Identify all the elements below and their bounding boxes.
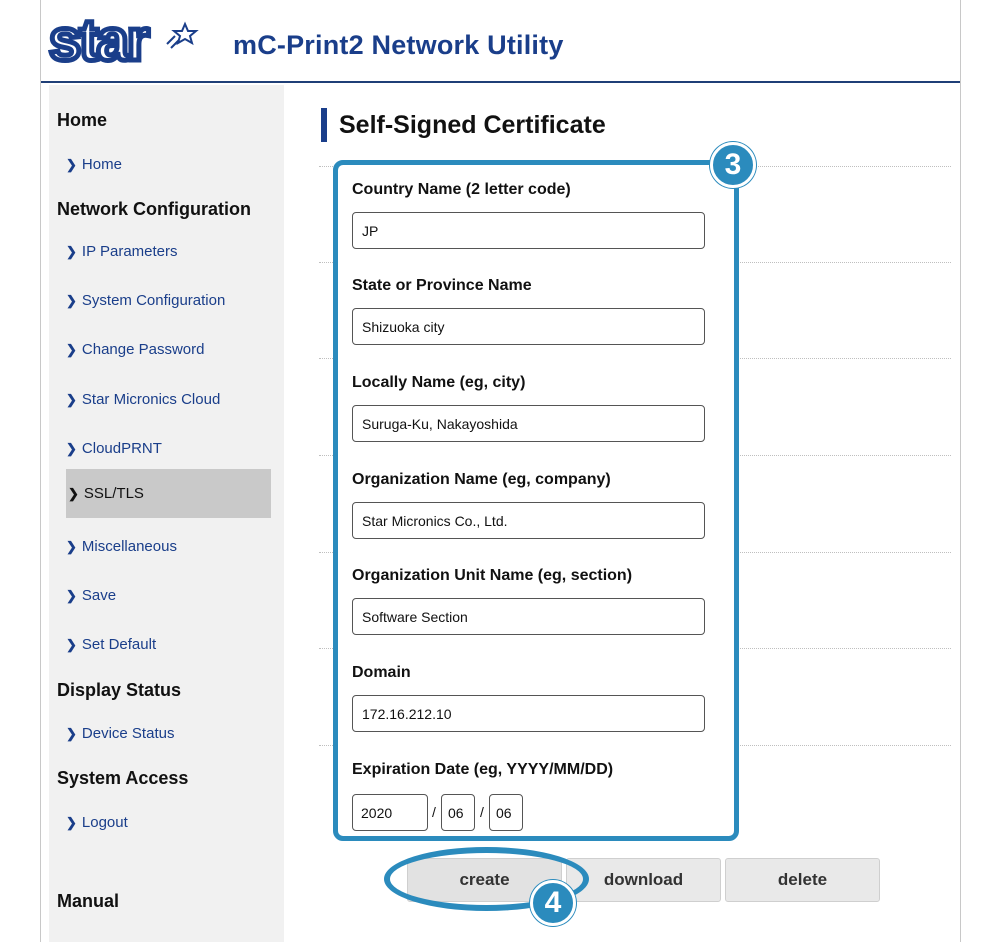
expiration-day-input[interactable] — [489, 794, 523, 831]
org-unit-input[interactable] — [352, 598, 705, 635]
locality-label: Locally Name (eg, city) — [352, 374, 526, 391]
sidebar-heading-home: Home — [57, 110, 108, 130]
domain-label: Domain — [352, 664, 411, 681]
organization-input[interactable] — [352, 502, 705, 539]
state-label: State or Province Name — [352, 277, 532, 294]
sidebar-heading-display-status: Display Status — [57, 680, 182, 700]
date-separator: / — [432, 804, 436, 820]
sidebar-item-label: IP Parameters — [81, 243, 178, 260]
certificate-form-panel — [333, 160, 739, 841]
locality-input[interactable] — [352, 405, 705, 442]
date-separator: / — [480, 804, 484, 820]
expiration-label: Expiration Date (eg, YYYY/MM/DD) — [352, 761, 614, 778]
sidebar-item-star-micronics-cloud[interactable] — [65, 375, 270, 424]
sidebar-item-ssl-tls[interactable] — [66, 469, 271, 518]
sidebar-item-miscellaneous[interactable] — [65, 522, 270, 571]
country-label: Country Name (2 letter code) — [352, 181, 571, 198]
sidebar-item-label: Star Micronics Cloud — [81, 391, 221, 408]
sidebar-item-device-status[interactable] — [65, 709, 270, 758]
chevron-right-icon: ❯ — [66, 814, 77, 830]
chevron-right-icon: ❯ — [66, 725, 77, 741]
sidebar-item-logout[interactable] — [65, 798, 270, 847]
header — [41, 0, 960, 83]
sidebar-heading-system-access: System Access — [57, 768, 189, 788]
chevron-right-icon: ❯ — [66, 341, 77, 357]
sidebar-item-label: SSL/TLS — [83, 485, 144, 502]
chevron-right-icon: ❯ — [68, 485, 79, 501]
sidebar-item-label: Miscellaneous — [81, 538, 177, 555]
step-3-badge: 3 — [710, 142, 756, 188]
country-input[interactable] — [352, 212, 705, 249]
expiration-year-input[interactable] — [352, 794, 428, 831]
chevron-right-icon: ❯ — [66, 440, 77, 456]
svg-text:star: star — [49, 10, 148, 72]
expiration-month-input[interactable] — [441, 794, 475, 831]
star-logo — [47, 10, 207, 72]
chevron-right-icon: ❯ — [66, 636, 77, 652]
sidebar — [49, 85, 284, 942]
step-4-badge: 4 — [530, 880, 576, 926]
sidebar-item-label: Device Status — [81, 725, 175, 742]
page-title: Self-Signed Certificate — [321, 108, 606, 142]
sidebar-item-label: CloudPRNT — [81, 440, 162, 457]
sidebar-item-label: Change Password — [81, 341, 205, 358]
sidebar-item-set-default[interactable] — [65, 620, 270, 669]
organization-label: Organization Name (eg, company) — [352, 471, 611, 488]
chevron-right-icon: ❯ — [66, 156, 77, 172]
sidebar-item-save[interactable] — [65, 571, 270, 620]
sidebar-item-label: System Configuration — [81, 292, 226, 309]
sidebar-item-change-password[interactable] — [65, 325, 270, 374]
sidebar-heading-manual: Manual — [57, 891, 120, 911]
sidebar-heading-network-configuration: Network Configuration — [57, 199, 251, 219]
page-frame — [40, 0, 961, 942]
state-input[interactable] — [352, 308, 705, 345]
chevron-right-icon: ❯ — [66, 538, 77, 554]
sidebar-item-ip-parameters[interactable] — [65, 227, 270, 276]
chevron-right-icon: ❯ — [66, 587, 77, 603]
org-unit-label: Organization Unit Name (eg, section) — [352, 567, 633, 584]
app-title: mC-Print2 Network Utility — [233, 30, 564, 60]
domain-input[interactable] — [352, 695, 705, 732]
delete-button[interactable]: delete — [725, 858, 880, 902]
sidebar-item-label: Set Default — [81, 636, 157, 653]
sidebar-item-label: Save — [81, 587, 117, 604]
sidebar-item-cloudprnt[interactable] — [65, 424, 270, 473]
chevron-right-icon: ❯ — [66, 292, 77, 308]
chevron-right-icon: ❯ — [66, 243, 77, 259]
download-button[interactable]: download — [566, 858, 721, 902]
sidebar-item-system-configuration[interactable] — [65, 276, 270, 325]
chevron-right-icon: ❯ — [66, 391, 77, 407]
sidebar-item-home[interactable] — [65, 140, 270, 189]
sidebar-item-label: Logout — [81, 814, 128, 831]
sidebar-item-label: Home — [81, 156, 122, 173]
create-button[interactable]: create — [407, 858, 562, 902]
